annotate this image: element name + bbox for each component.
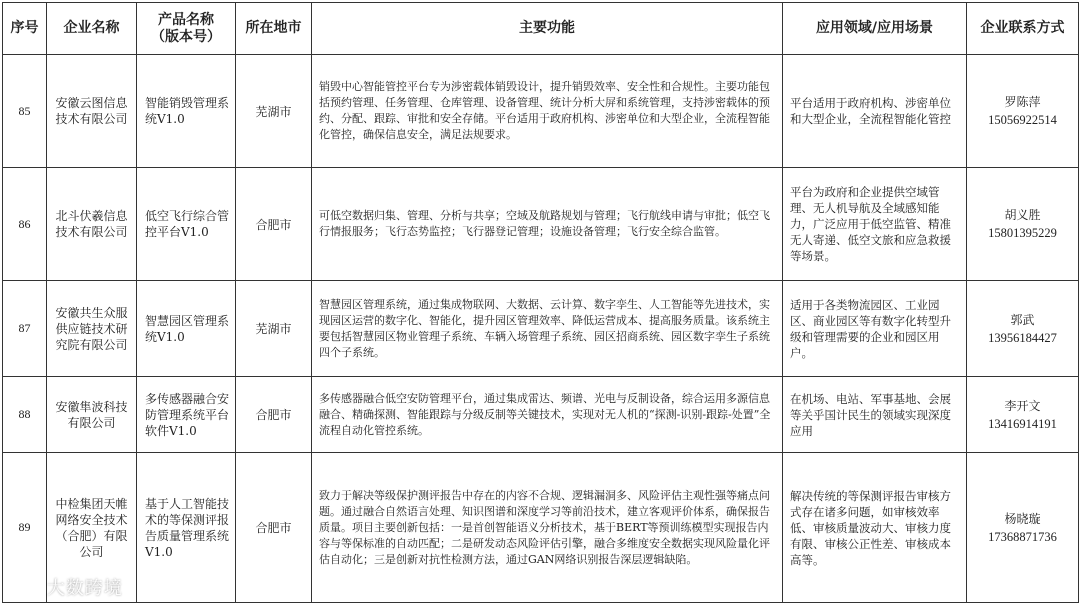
- header-company: 企业名称: [47, 3, 137, 55]
- row-company: 中检集团天帷网络安全技术（合肥）有限公司: [47, 453, 137, 603]
- row-company: 安徽隼波科技有限公司: [47, 377, 137, 453]
- contact-phone: 15056922514: [988, 113, 1057, 127]
- product-table: [2, 2, 1079, 603]
- row-no: 89: [3, 453, 47, 603]
- contact-phone: 13956184427: [988, 330, 1057, 345]
- row-application: 适用于各类物流园区、工业园区、商业园区等有数字化转型升级和管理需要的企业和园区用户。: [783, 281, 967, 377]
- contact-name: 罗陈萍: [1004, 95, 1041, 109]
- contact-name: 李开文: [1004, 398, 1041, 413]
- row-company: 安徽共生众服供应链技术研究院有限公司: [47, 281, 137, 377]
- watermark: [6, 574, 123, 600]
- contact-phone: 13416914191: [988, 416, 1057, 431]
- row-function: 可低空数据归集、管理、分析与共享；空域及航路规划与管理；飞行航线申请与审批；低空飞行情报服务；飞行态势监控；飞行器登记管理；设施设备管理；飞行安全综合监管。: [312, 168, 783, 281]
- contact-phone: 15801395229: [988, 226, 1057, 240]
- table-row: [3, 55, 1079, 168]
- row-contact: [967, 377, 1079, 453]
- row-city: 合肥市: [236, 377, 312, 453]
- row-function: 致力于解决等级保护测评报告中存在的内容不合规、逻辑漏洞多、风险评估主观性强等痛点问题。通过融合自然语言处理、知识图谱和深度学习等前沿技术，建立客观评价体系，确保报告质量。项目主要创新包括：一是首创智能语义分析技术，基于BERT等预训练模型实现报告内容与等保标准的自动匹配；二是研发动态风险评估引擎，融合多维度安全数据实现风险量化评估自动化；三是创新对抗性检测方法，通过GAN网络识别报告深层逻辑缺陷。: [312, 453, 783, 603]
- table-row: [3, 453, 1079, 603]
- row-no: 86: [3, 168, 47, 281]
- header-product: [137, 3, 236, 55]
- row-city: 合肥市: [236, 168, 312, 281]
- header-product-line1: 产品名称: [158, 11, 214, 28]
- contact-name: 杨晓璇: [1004, 511, 1041, 526]
- row-product: 智慧园区管理系统V1.0: [137, 281, 236, 377]
- watermark-text: 大数跨境: [46, 578, 123, 599]
- row-function: 智慧园区管理系统，通过集成物联网、大数据、云计算、数字孪生、人工智能等先进技术，实现园区运营的数字化、智能化，提升园区管理效率、降低运营成本、提高服务质量。该系统主要包括智慧园区物业管理子系统、车辆入场管理子系统、园区招商系统、园区数字孪生子系统四个子系统。: [312, 281, 783, 377]
- row-function: 销毁中心智能管控平台专为涉密载体销毁设计，提升销毁效率、安全性和合规性。主要功能包括预约管理、任务管理、仓库管理、设备管理、统计分析大屏和系统管理，支持涉密载体的预约、分配、跟踪、审批和安全存储。平台适用于政府机构、涉密单位和大型企业，全流程智能化管控，确保信息安全，满足法规要求。: [312, 55, 783, 168]
- header-no: 序号: [3, 3, 47, 55]
- row-product: 低空飞行综合管控平台V1.0: [137, 168, 236, 281]
- row-function: 多传感器融合低空安防管理平台，通过集成雷达、频谱、光电与反制设备，综合运用多源信息融合、精确探测、智能跟踪与分级反制等关键技术，实现对无人机的“探测-识别-跟踪-处置”全流程自动化管控系统。: [312, 377, 783, 453]
- header-contact: 企业联系方式: [967, 3, 1079, 55]
- row-application: 解决传统的等保测评报告审核方式存在诸多问题，如审核效率低、审核质量波动大、审核力度有限、审核公正性差、审核成本高等。: [783, 453, 967, 603]
- row-contact: [967, 453, 1079, 603]
- row-company: 北斗伏羲信息技术有限公司: [47, 168, 137, 281]
- row-company: 安徽云图信息技术有限公司: [47, 55, 137, 168]
- row-no: 88: [3, 377, 47, 453]
- table-row: [3, 168, 1079, 281]
- row-product: 基于人工智能技术的等保测评报告质量管理系统V1.0: [137, 453, 236, 603]
- header-city: 所在地市: [236, 3, 312, 55]
- header-application: 应用领域/应用场景: [783, 3, 967, 55]
- row-application: 平台为政府和企业提供空域管理、无人机导航及全域感知能力，广泛应用于低空监管、精准无人寄递、低空文旅和应急救援等场景。: [783, 168, 967, 281]
- row-contact: [967, 55, 1079, 168]
- watermark-logo-icon: [6, 579, 40, 599]
- table-row: [3, 281, 1079, 377]
- header-product-line2: （版本号）: [151, 28, 221, 45]
- contact-phone: 17368871736: [988, 529, 1057, 544]
- row-city: 芜湖市: [236, 55, 312, 168]
- row-city: 合肥市: [236, 453, 312, 603]
- contact-name: 郭武: [1010, 312, 1035, 327]
- row-no: 85: [3, 55, 47, 168]
- row-contact: [967, 168, 1079, 281]
- row-city: 芜湖市: [236, 281, 312, 377]
- row-contact: [967, 281, 1079, 377]
- table-row: [3, 377, 1079, 453]
- contact-name: 胡义胜: [1004, 208, 1041, 222]
- row-application: 在机场、电站、军事基地、会展等关乎国计民生的领域实现深度应用: [783, 377, 967, 453]
- row-application: 平台适用于政府机构、涉密单位和大型企业，全流程智能化管控: [783, 55, 967, 168]
- row-product: 智能销毁管理系统V1.0: [137, 55, 236, 168]
- row-no: 87: [3, 281, 47, 377]
- header-function: 主要功能: [312, 3, 783, 55]
- table-header-row: [3, 3, 1079, 55]
- row-product: 多传感器融合安防管理系统平台软件V1.0: [137, 377, 236, 453]
